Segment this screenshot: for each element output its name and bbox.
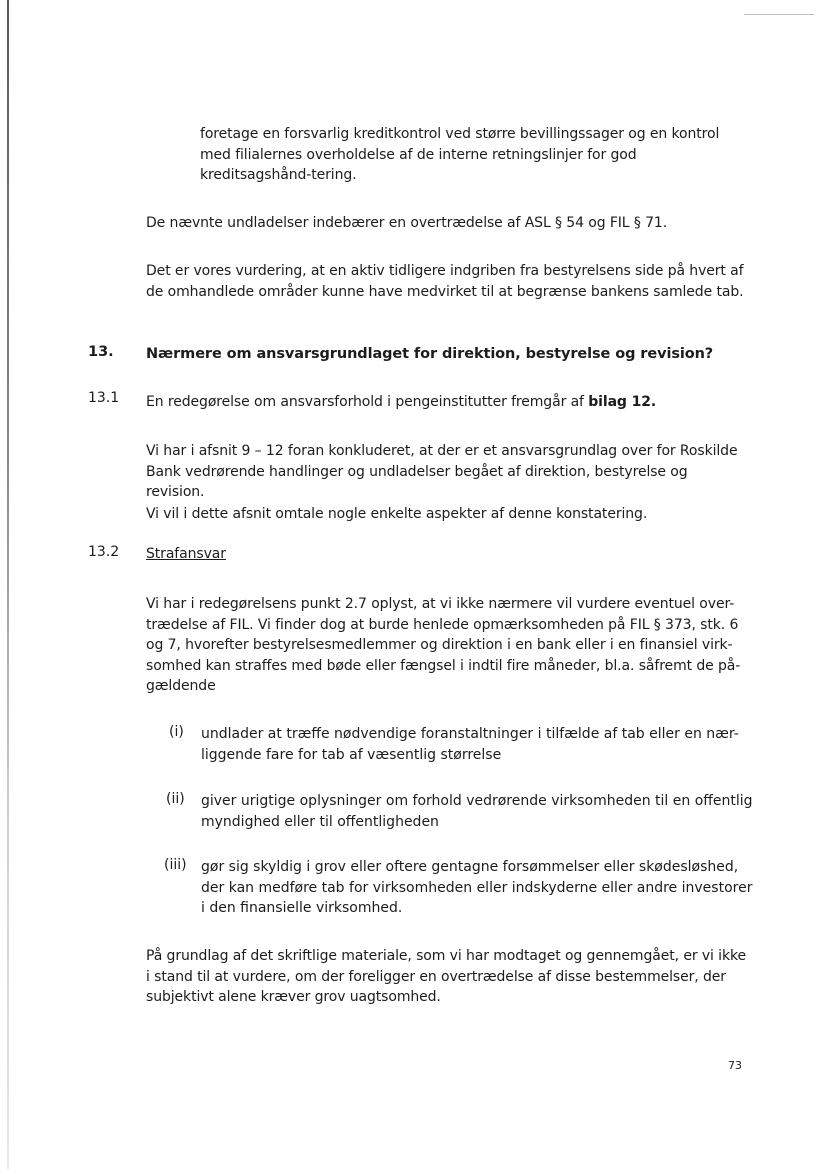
closing-paragraph: På grundlag af det skriftlige materiale, som vi har modtaget og gennemgået, er vi ikke i stand til at vurdere, om der foreligger en overtrædelse af disse bestemmelser, der subjektivt alene kræver grov uagtsomhed. xyxy=(146,948,746,1005)
subsection-13-1-para3: Vi vil i dette afsnit omtale nogle enkelte aspekter af denne konstatering. xyxy=(146,506,648,522)
section-title: Nærmere om ansvarsgrundlaget for direktion, bestyrelse og revision? xyxy=(146,346,714,362)
scan-edge xyxy=(7,0,9,1169)
list-item: giver urigtige oplysninger om forhold vedrørende virksomheden til en offentlig myndighed eller til offentligheden xyxy=(201,793,753,830)
list-item: undlader at træffe nødvendige foranstaltninger i tilfælde af tab eller en nær-liggende fare for tab af væsentlig størrelse xyxy=(201,726,739,763)
subsection-13-2-para1: Vi har i redegørelsens punkt 2.7 oplyst, at vi ikke nærmere vil vurdere eventuel over-trædelse af FIL. Vi finder dog at burde henlede opmærksomheden på FIL § 373, stk. 6 og 7, hvorefter bestyrelsesmedlemmer og direktion i en bank eller i en finansiel virk-somhed kan straffes med bøde eller fængsel i indtil fire måneder, bl.a. såfremt de på-gældende xyxy=(146,596,741,694)
list-item: gør sig skyldig i grov eller oftere gentagne forsømmelser eller skødesløshed, der kan medføre tab for virksomheden eller indskyderne eller andre investorer i den finansielle virksomhed. xyxy=(201,859,753,916)
list-item-label: (i) xyxy=(169,724,184,740)
section-number: 13. xyxy=(88,344,114,360)
omissions-paragraph: De nævnte undladelser indebærer en overtrædelse af ASL § 54 og FIL § 71. xyxy=(146,215,668,231)
scan-mark xyxy=(744,14,814,15)
subsection-13-1-intro xyxy=(146,392,750,413)
subsection-13-1-para2: Vi har i afsnit 9 – 12 foran konkluderet, at der er et ansvarsgrundlag over for Roskilde Bank vedrørende handlinger og undladelser begået af direktion, bestyrelse og revision. xyxy=(146,443,738,500)
intro-paragraph: foretage en forsvarlig kreditkontrol ved større bevillingssager og en kontrol med filialernes overholdelse af de interne retningslinjer for god kreditsagshånd-tering. xyxy=(200,126,720,183)
subsection-number-13-2: 13.2 xyxy=(88,544,120,560)
assessment-paragraph: Det er vores vurdering, at en aktiv tidligere indgriben fra bestyrelsens side på hvert af de omhandlede områder kunne have medvirket til at begrænse bankens samlede tab. xyxy=(146,263,744,300)
bilag-reference: bilag 12. xyxy=(588,394,657,410)
list-item-label: (iii) xyxy=(164,857,187,873)
page-number: 73 xyxy=(728,1059,742,1072)
subsection-number-13-1: 13.1 xyxy=(88,390,120,406)
subsection-13-2-title: Strafansvar xyxy=(146,546,226,562)
subsection-13-1-text: En redegørelse om ansvarsforhold i pengeinstitutter fremgår af xyxy=(146,394,589,410)
list-item-label: (ii) xyxy=(166,791,185,807)
